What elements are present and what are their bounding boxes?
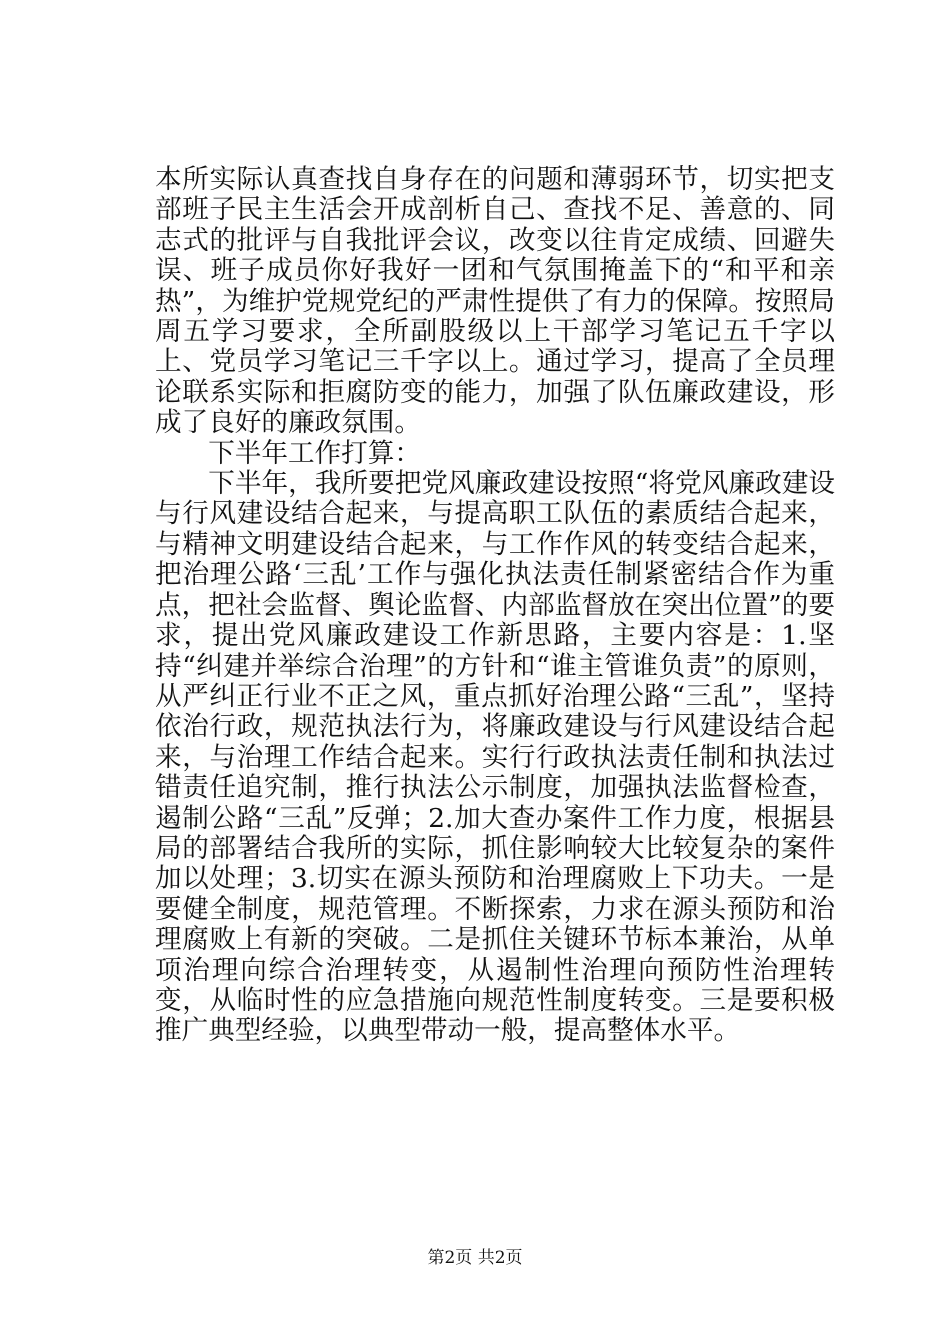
paragraph-3: 下半年，我所要把党风廉政建设按照“将党风廉政建设与行风建设结合起来，与提高职工队伍的素质结合起来，与精神文明建设结合起来，与工作作风的转变结合起来，把治理公路‘三乱’工作与强化执法责任制紧密结合作为重点，把社会监督、舆论监督、内部监督放在突出位置”的要求，提出党风廉政建设工作新思路，主要内容是：1.坚持“纠建并举综合治理”的方针和“谁主管谁负责”的原则，从严纠正行业不正之风，重点抓好治理公路“三乱”，坚持依治行政，规范执法行为，将廉政建设与行风建设结合起来，与治理工作结合起来。实行行政执法责任制和执法过错责任追究制，推行执法公示制度，加强执法监督检查，遏制公路“三乱”反弹；2.加大查办案件工作力度，根据县局的部署结合我所的实际，抓住影响较大比较复杂的案件加以处理；3.切实在源头预防和治理腐败上下功夫。一是要健全制度，规范管理。不断探索，力求在源头预防和治理腐败上有新的突破。二是抓住关键环节标本兼治，从单项治理向综合治理转变，从遏制性治理向预防性治理转变，从临时性的应急措施向规范性制度转变。三是要积极推广典型经验，以典型带动一般，提高整体水平。 (155, 468, 835, 1047)
paragraph-2-heading: 下半年工作打算： (208, 437, 421, 469)
paragraph-1: 本所实际认真查找自身存在的问题和薄弱环节，切实把支部班子民主生活会开成剖析自己、查找不足、善意的、同志式的批评与自我批评会议，改变以往肯定成绩、回避失误、班子成员你好我好一团和气氛围掩盖下的“和平和亲热”，为维护党规党纪的严肃性提供了有力的保障。按照局周五学习要求，全所副股级以上干部学习笔记五千字以上、党员学习笔记三千字以上。通过学习，提高了全员理论联系实际和拒腐防变的能力，加强了队伍廉政建设，形成了良好的廉政氛围。 (155, 164, 835, 439)
page-footer: 第2页 共2页 (427, 1248, 523, 1268)
document-body (155, 165, 835, 1047)
